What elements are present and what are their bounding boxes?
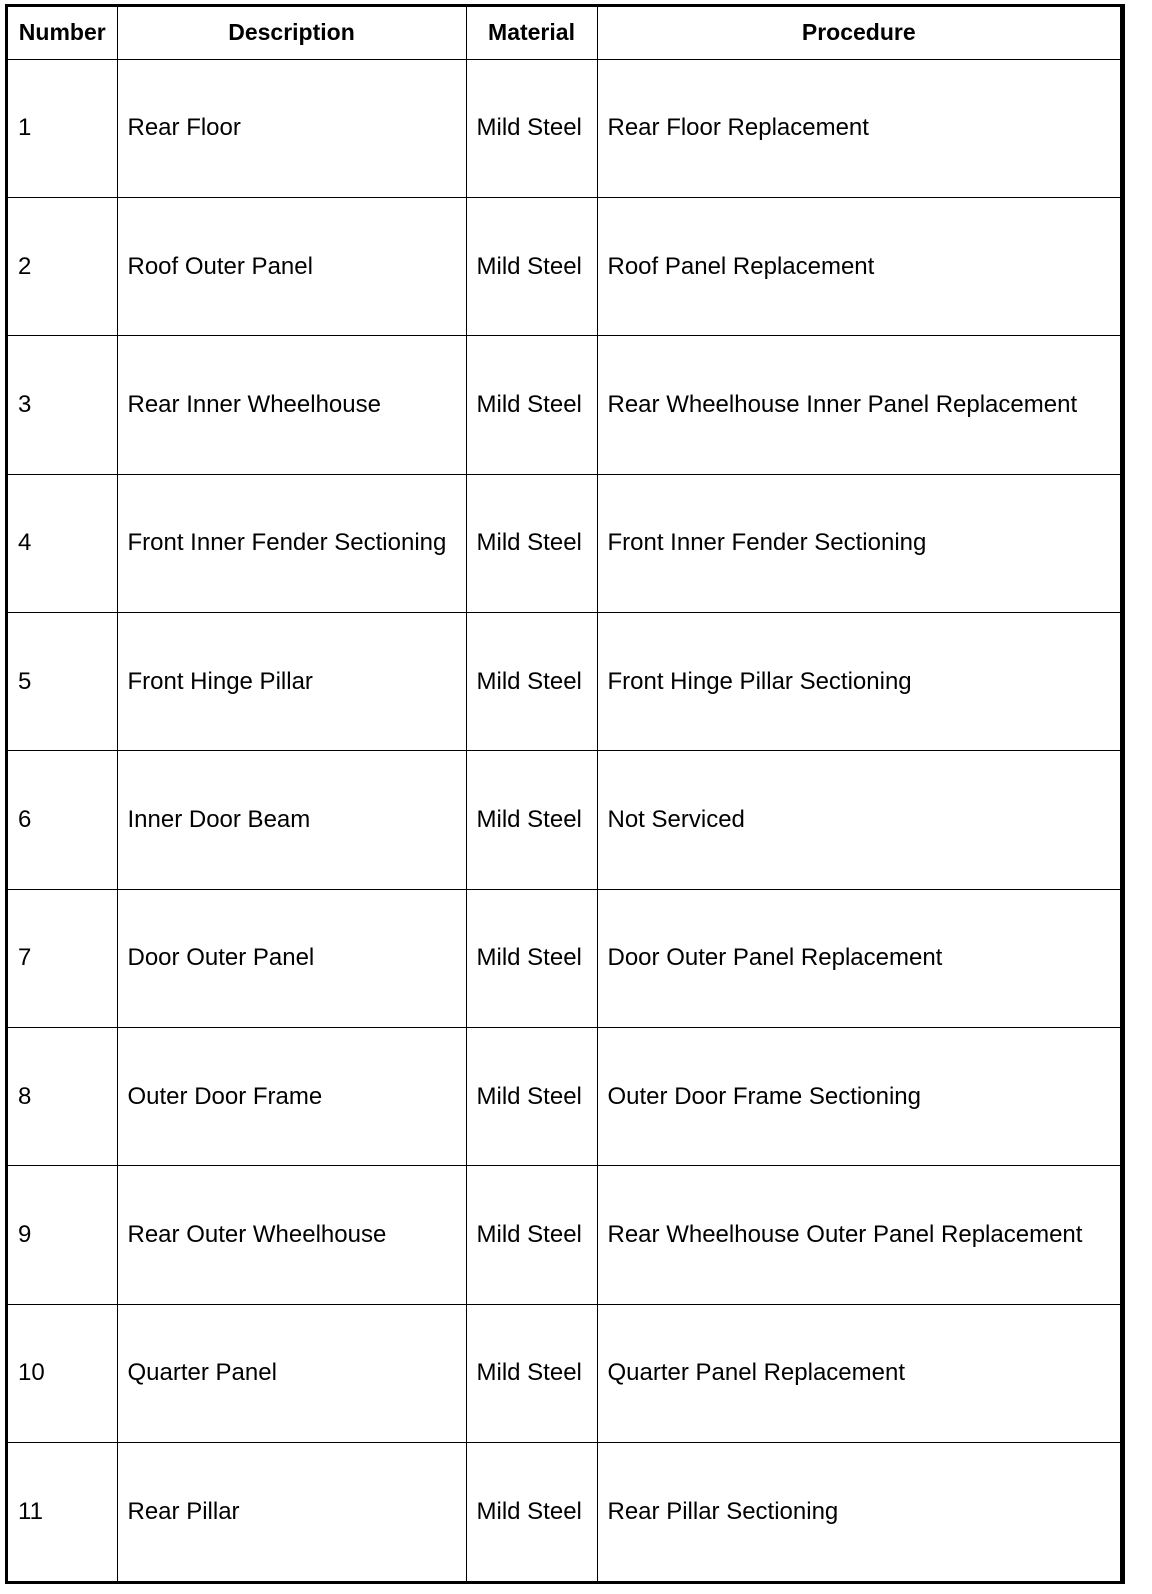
table-row [8,59,1120,197]
cell-number: 2 [8,197,117,335]
cell-description: Front Inner Fender Sectioning [117,474,466,612]
cell-material: Mild Steel [466,197,597,335]
table-row [8,336,1120,474]
cell-number: 7 [8,889,117,1027]
cell-material: Mild Steel [466,612,597,750]
cell-number: 11 [8,1443,117,1581]
cell-procedure: Roof Panel Replacement [597,197,1120,335]
cell-material: Mild Steel [466,59,597,197]
cell-material: Mild Steel [466,889,597,1027]
cell-description: Rear Pillar [117,1443,466,1581]
cell-material: Mild Steel [466,1304,597,1442]
cell-number: 10 [8,1304,117,1442]
table-row [8,197,1120,335]
cell-procedure: Rear Pillar Sectioning [597,1443,1120,1581]
cell-material: Mild Steel [466,336,597,474]
cell-number: 9 [8,1166,117,1304]
table-row [8,1443,1120,1581]
cell-procedure: Outer Door Frame Sectioning [597,1028,1120,1166]
cell-description: Front Hinge Pillar [117,612,466,750]
cell-procedure: Front Hinge Pillar Sectioning [597,612,1120,750]
cell-material: Mild Steel [466,751,597,889]
cell-number: 5 [8,612,117,750]
cell-description: Rear Floor [117,59,466,197]
table-row [8,1166,1120,1304]
header-procedure: Procedure [597,7,1120,59]
cell-procedure: Front Inner Fender Sectioning [597,474,1120,612]
header-number: Number [8,7,117,59]
cell-description: Quarter Panel [117,1304,466,1442]
table-header-row [8,7,1120,59]
cell-description: Roof Outer Panel [117,197,466,335]
cell-material: Mild Steel [466,1443,597,1581]
cell-procedure: Door Outer Panel Replacement [597,889,1120,1027]
cell-number: 3 [8,336,117,474]
table-row [8,1028,1120,1166]
cell-number: 6 [8,751,117,889]
cell-procedure: Rear Floor Replacement [597,59,1120,197]
cell-material: Mild Steel [466,1166,597,1304]
cell-material: Mild Steel [466,474,597,612]
table-row [8,751,1120,889]
table-row [8,612,1120,750]
table-row [8,889,1120,1027]
cell-procedure: Not Serviced [597,751,1120,889]
cell-description: Door Outer Panel [117,889,466,1027]
cell-description: Outer Door Frame [117,1028,466,1166]
parts-table [8,7,1120,1581]
cell-procedure: Rear Wheelhouse Outer Panel Replacement [597,1166,1120,1304]
cell-material: Mild Steel [466,1028,597,1166]
table-row [8,474,1120,612]
table-row [8,1304,1120,1442]
cell-procedure: Quarter Panel Replacement [597,1304,1120,1442]
cell-number: 1 [8,59,117,197]
cell-description: Rear Inner Wheelhouse [117,336,466,474]
cell-number: 4 [8,474,117,612]
cell-description: Rear Outer Wheelhouse [117,1166,466,1304]
header-material: Material [466,7,597,59]
parts-table-frame [5,4,1125,1584]
cell-description: Inner Door Beam [117,751,466,889]
header-description: Description [117,7,466,59]
cell-number: 8 [8,1028,117,1166]
cell-procedure: Rear Wheelhouse Inner Panel Replacement [597,336,1120,474]
